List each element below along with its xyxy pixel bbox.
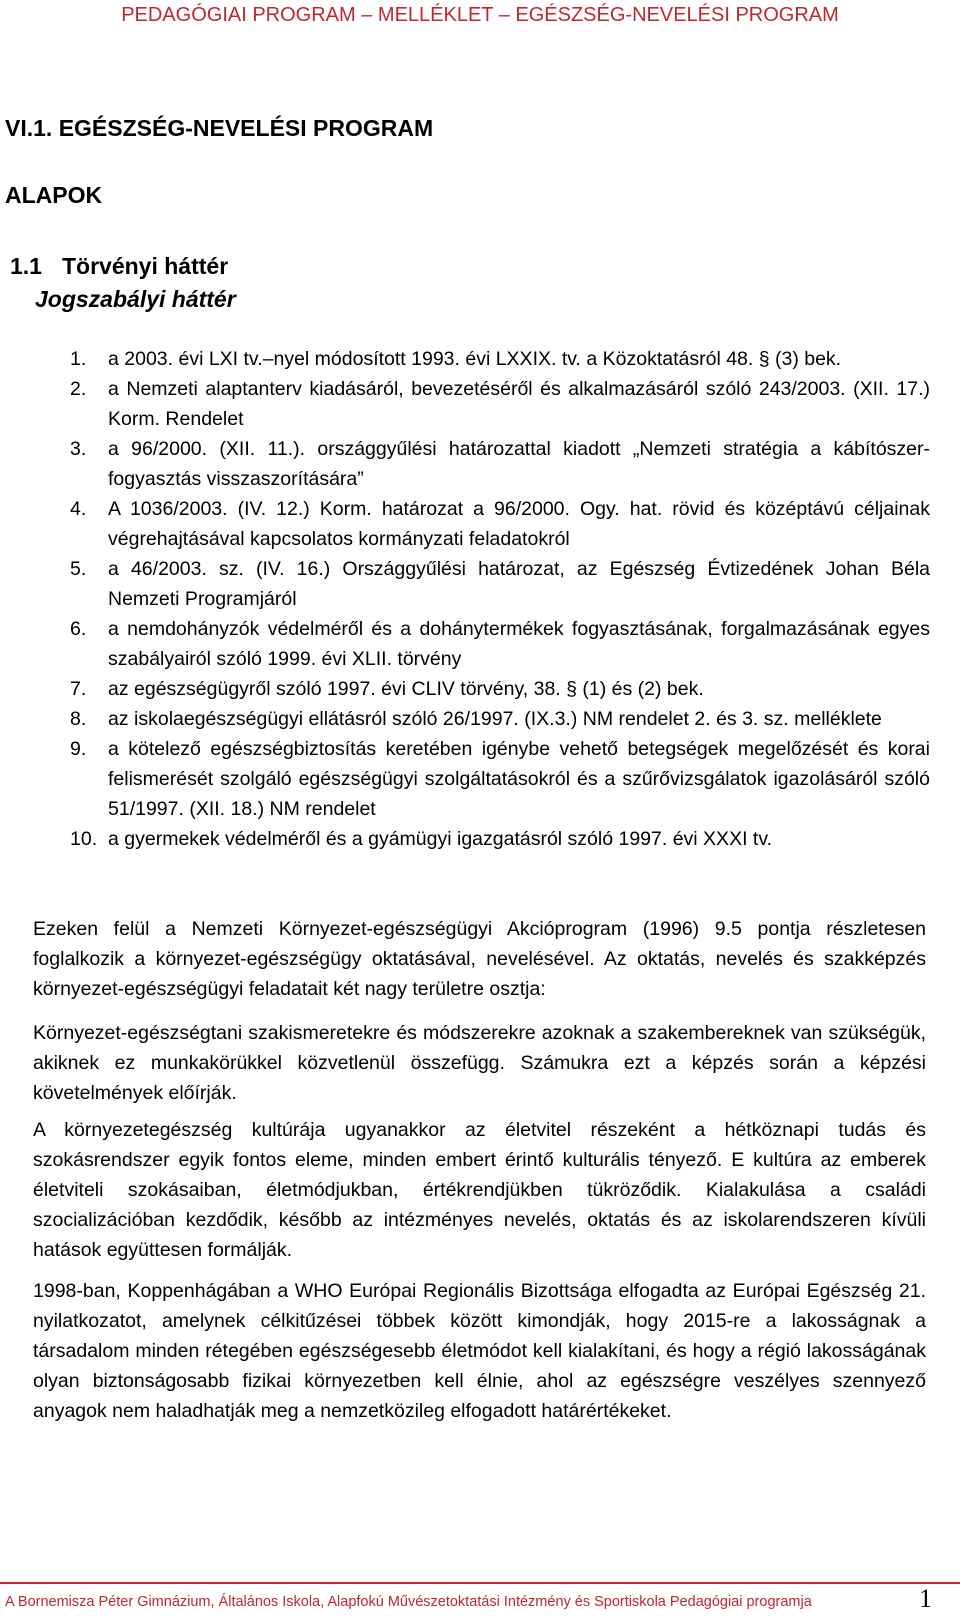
list-text: a kötelező egészségbiztosítás keretében igénybe vehető betegségek megelőzését és korai felismerését szolgáló egészségügyi szolgáltatásokról és a szűrővizsgálatok igazolásáról szóló 51/1997. (XII. 18.) NM rendelet bbox=[108, 738, 930, 820]
list-number: 4. bbox=[70, 498, 87, 520]
list-number: 1. bbox=[70, 348, 87, 370]
list-text: a gyermekek védelméről és a gyámügyi igazgatásról szóló 1997. évi XXXI tv. bbox=[108, 828, 773, 850]
section-number: 1.1 bbox=[10, 253, 42, 279]
list-text: a 96/2000. (XII. 11.). országgyűlési határozattal kiadott „Nemzeti stratégia a kábítószer-fogyasztás visszaszorítására” bbox=[108, 438, 930, 490]
list-item bbox=[70, 674, 930, 704]
list-text: a 2003. évi LXI tv.–nyel módosított 1993. évi LXXIX. tv. a Közoktatásról 48. § (3) bek. bbox=[108, 348, 842, 370]
legal-basis-list bbox=[70, 344, 930, 854]
paragraph-action-program: Ezeken felül a Nemzeti Környezet-egészségügyi Akcióprogram (1996) 9.5 pontja részletesen foglalkozik a környezet-egészségügy oktatásával, nevelésével. Az oktatás, nevelés és szakképzés környezet-egészségügyi feladatait két nagy területre osztja: bbox=[33, 918, 926, 1000]
running-header: PEDAGÓGIAI PROGRAM – MELLÉKLET – EGÉSZSÉG-NEVELÉSI PROGRAM bbox=[121, 4, 839, 26]
section-title: Törvényi háttér bbox=[62, 253, 229, 279]
list-text: az egészségügyről szóló 1997. évi CLIV törvény, 38. § (1) és (2) bek. bbox=[108, 678, 704, 700]
list-item bbox=[70, 494, 930, 554]
footer-institution: A Bornemisza Péter Gimnázium, Általános Iskola, Alapfokú Művészetoktatási Intézmény és Sportiskola Pedagógiai programja bbox=[5, 1594, 812, 1610]
list-item bbox=[70, 434, 930, 494]
list-text: a nemdohányzók védelméről és a dohánytermékek fogyasztásának, forgalmazásának egyes szabályairól szóló 1999. évi XLII. törvény bbox=[108, 618, 930, 670]
list-item bbox=[70, 734, 930, 824]
section-heading bbox=[10, 253, 228, 280]
paragraph-who-declaration: 1998-ban, Koppenhágában a WHO Európai Regionális Bizottsága elfogadta az Európai Egészség 21. nyilatkozatot, amelynek célkitűzései többek között kimondják, hogy 2015-re a lakosságnak a társadalom minden rétegében egészségesebb életmódot kell kialakítani, és hogy a régió lakosságának olyan biztonságosabb fizikai környezetben kell élnie, ahol az egészségre veszélyes szennyező anyagok nem haladhatják meg a nemzetközileg elfogadott határértékeket. bbox=[33, 1280, 926, 1422]
list-number: 10. bbox=[70, 828, 98, 850]
page-footer bbox=[0, 1582, 960, 1622]
list-number: 8. bbox=[70, 708, 87, 730]
paragraph-professional-knowledge: Környezet-egészségtani szakismeretekre és módszerekre azoknak a szakembereknek van szükségük, akiknek ez munkakörükkel közvetlenül összefügg. Számukra ezt a képzés során a képzési követelmények előírják. bbox=[33, 1022, 926, 1104]
subsection-heading: Jogszabályi háttér bbox=[35, 286, 236, 312]
list-number: 7. bbox=[70, 678, 87, 700]
page-number: 1 bbox=[919, 1584, 932, 1613]
list-text: A 1036/2003. (IV. 12.) Korm. határozat a 96/2000. Ogy. hat. rövid és középtávú céljainak végrehajtásával kapcsolatos kormányzati feladatokról bbox=[108, 498, 930, 550]
list-item bbox=[70, 554, 930, 614]
section-heading-alapok: ALAPOK bbox=[5, 182, 103, 208]
list-item bbox=[70, 704, 930, 734]
footer-divider bbox=[0, 1582, 960, 1584]
list-number: 3. bbox=[70, 438, 87, 460]
list-item bbox=[70, 824, 930, 854]
list-number: 5. bbox=[70, 558, 87, 580]
paragraph-environmental-culture: A környezetegészség kultúrája ugyanakkor az életvitel részeként a hétköznapi tudás és szokásrendszer egyik fontos eleme, minden embert érintő kulturális tényező. E kultúra az emberek életviteli szokásaiban, életmódjukban, értékrendjükben tükröződik. Kialakulása a családi szocializációban kezdődik, később az intézményes nevelés, oktatás és az iskolarendszeren kívüli hatások együttesen formálják. bbox=[33, 1119, 926, 1261]
list-number: 2. bbox=[70, 378, 87, 400]
list-text: a 46/2003. sz. (IV. 16.) Országgyűlési határozat, az Egészség Évtizedének Johan Béla Nemzeti Programjáról bbox=[108, 558, 930, 610]
list-text: a Nemzeti alaptanterv kiadásáról, bevezetéséről és alkalmazásáról szóló 243/2003. (XII. 17.) Korm. Rendelet bbox=[108, 378, 930, 430]
list-item bbox=[70, 374, 930, 434]
list-number: 9. bbox=[70, 738, 87, 760]
list-text: az iskolaegészségügyi ellátásról szóló 26/1997. (IX.3.) NM rendelet 2. és 3. sz. melléklete bbox=[108, 708, 882, 730]
list-number: 6. bbox=[70, 618, 87, 640]
chapter-title: VI.1. EGÉSZSÉG-NEVELÉSI PROGRAM bbox=[5, 115, 434, 141]
list-item bbox=[70, 344, 930, 374]
list-item bbox=[70, 614, 930, 674]
